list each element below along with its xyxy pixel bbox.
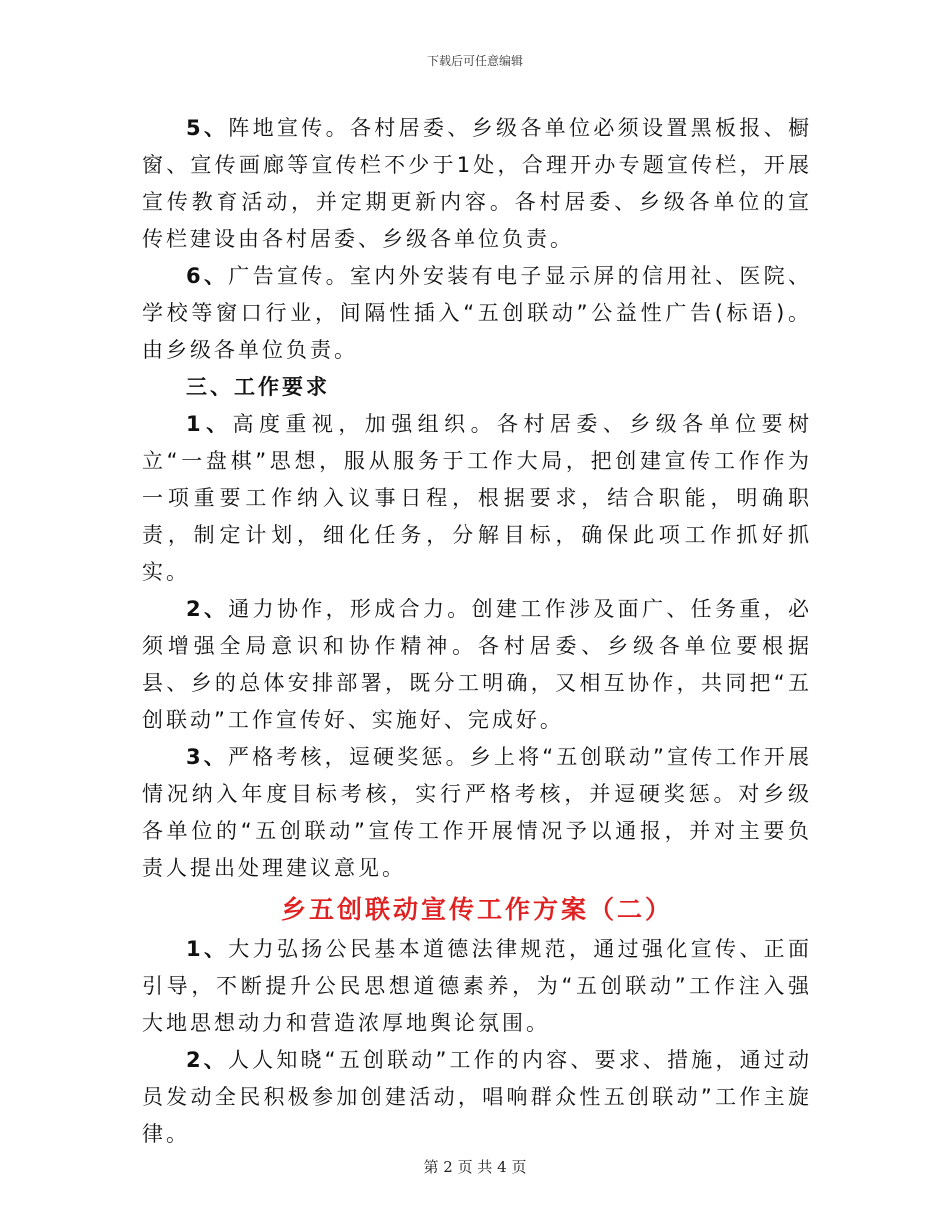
paragraph-text: 阵地宣传。各村居委、乡级各单位必须设置黑板报、橱窗、宣传画廊等宣传栏不少于1处，合理开办专题宣传栏，开展宣传教育活动，并定期更新内容。各村居委、乡级各单位的宣传栏建设由各村居委、乡级各单位负责。 — [142, 116, 812, 251]
paragraph-number: 5、 — [186, 116, 229, 140]
paragraph-number: 1、 — [186, 937, 229, 961]
plan-item-1 — [142, 931, 812, 1042]
paragraph-number: 3、 — [186, 745, 228, 769]
requirement-3 — [142, 739, 812, 887]
paragraph-number: 1、 — [186, 412, 233, 436]
paragraph-text: 严格考核，逗硬奖惩。乡上将“五创联动”宣传工作开展情况纳入年度目标考核，实行严格考核，并逗硬奖惩。对乡级各单位的“五创联动”宣传工作开展情况予以通报，并对主要负责人提出处理建议意见。 — [142, 745, 812, 880]
document-body — [142, 110, 812, 1153]
document-title: 乡五创联动宣传工作方案（二） — [280, 895, 673, 924]
paragraph-text: 人人知晓“五创联动”工作的内容、要求、措施，通过动员发动全民积极参加创建活动，唱响群众性五创联动”工作主旋律。 — [142, 1048, 812, 1146]
plan-item-2 — [142, 1042, 812, 1153]
paragraph-number: 2、 — [186, 1048, 228, 1072]
paragraph-text: 大力弘扬公民基本道德法律规范，通过强化宣传、正面引导，不断提升公民思想道德素养，为“五创联动”工作注入强大地思想动力和营造浓厚地舆论氛围。 — [142, 937, 812, 1035]
page-header: 下载后可任意编辑 — [426, 54, 523, 68]
paragraph-text: 高度重视，加强组织。各村居委、乡级各单位要树立“一盘棋”思想，服从服务于工作大局，把创建宣传工作作为一项重要工作纳入议事日程，根据要求，结合职能，明确职责，制定计划，细化任务，分解目标，确保此项工作抓好抓实。 — [142, 412, 812, 584]
paragraph-number: 2、 — [186, 597, 229, 621]
section-heading: 三、工作要求 — [186, 375, 330, 399]
paragraph-number: 6、 — [186, 264, 229, 288]
paragraph-6 — [142, 258, 812, 369]
paragraph-text: 广告宣传。室内外安装有电子显示屏的信用社、医院、学校等窗口行业，间隔性插入“五创联动”公益性广告(标语)。由乡级各单位负责。 — [142, 264, 812, 362]
paragraph-text: 通力协作，形成合力。创建工作涉及面广、任务重，必须增强全局意识和协作精神。各村居委、乡级各单位要根据县、乡的总体安排部署，既分工明确，又相互协作，共同把“五创联动”工作宣传好、实施好、完成好。 — [142, 597, 812, 732]
requirement-1 — [142, 406, 812, 591]
requirement-2 — [142, 591, 812, 739]
paragraph-5 — [142, 110, 812, 258]
page-footer: 第 2 页 共 4 页 — [423, 1158, 527, 1176]
